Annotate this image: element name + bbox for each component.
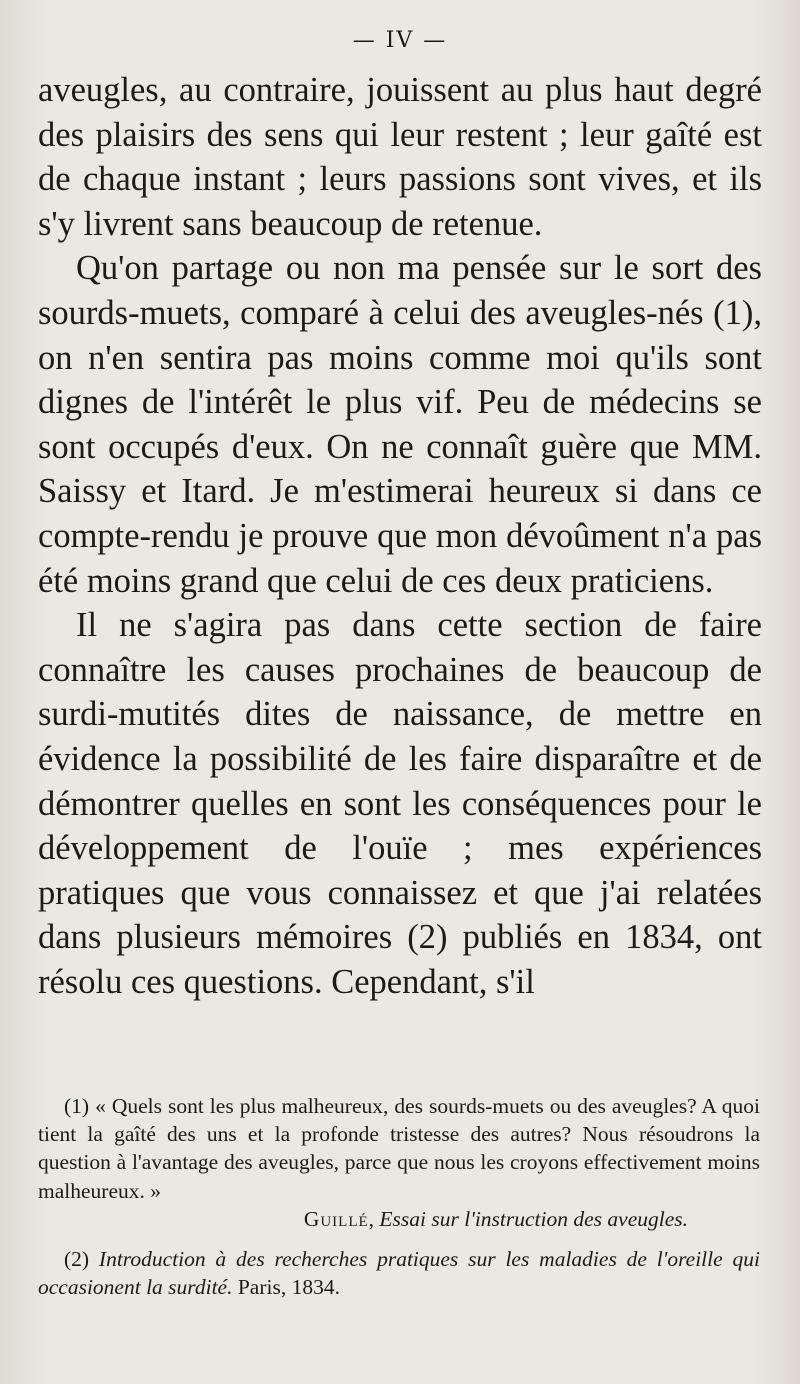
citation-author: Guillé [303, 1206, 369, 1231]
citation-title: Essai sur l'instruction des aveugles. [379, 1206, 688, 1231]
footnotes [38, 1092, 760, 1301]
page-number: — IV — [352, 28, 448, 53]
main-text [38, 68, 762, 1004]
paragraph: Il ne s'agira pas dans cette section de faire connaître les causes prochaines de beaucoup de surdi-mutités dites de naissance, de mettre en évidence la possibilité de les faire disparaître et de démontrer quelles en sont les conséquences pour le développement de l'ouïe ; mes expériences pratiques que vous connaissez et que j'ai relatées dans plusieurs mémoires (2) publiés en 1834, ont résolu ces questions. Cependant, s'il [38, 606, 762, 1001]
footnote-2-title: Introduction à des recherches pratiques sur les maladies de l'oreille qui occasionent la surdité. [38, 1247, 760, 1300]
footnote-1: (1) « Quels sont les plus malheureux, des sourds-muets ou des aveugles? A quoi tient la gaîté des uns et la profonde tristesse des autres? Nous résoudrons la question à l'avantage des aveugles, parce que nous les croyons effectivement moins malheureux. » [38, 1094, 760, 1203]
footnote-2 [38, 1245, 760, 1301]
paragraph-continuation: aveugles, au contraire, jouissent au plus haut degré des plaisirs des sens qui leur restent ; leur gaîté est de chaque instant ; leurs passions sont vives, et ils s'y livrent sans beaucoup de retenue. [38, 71, 762, 243]
footnote-1-attribution [38, 1205, 760, 1233]
footnote-2-marker: (2) [64, 1247, 99, 1272]
footnote-2-place-date: Paris, 1834. [232, 1275, 340, 1300]
citation-separator: , [368, 1206, 380, 1231]
paragraph: Qu'on partage ou non ma pensée sur le sort des sourds-muets, comparé à celui des aveugles-nés (1), on n'en sentira pas moins comme moi qu'ils sont dignes de l'intérêt le plus vif. Peu de médecins se sont occupés d'eux. On ne connaît guère que MM. Saissy et Itard. Je m'estimerai heureux si dans ce compte-rendu je prouve que mon dévoûment n'a pas été moins grand que celui de ces deux praticiens. [38, 249, 762, 600]
